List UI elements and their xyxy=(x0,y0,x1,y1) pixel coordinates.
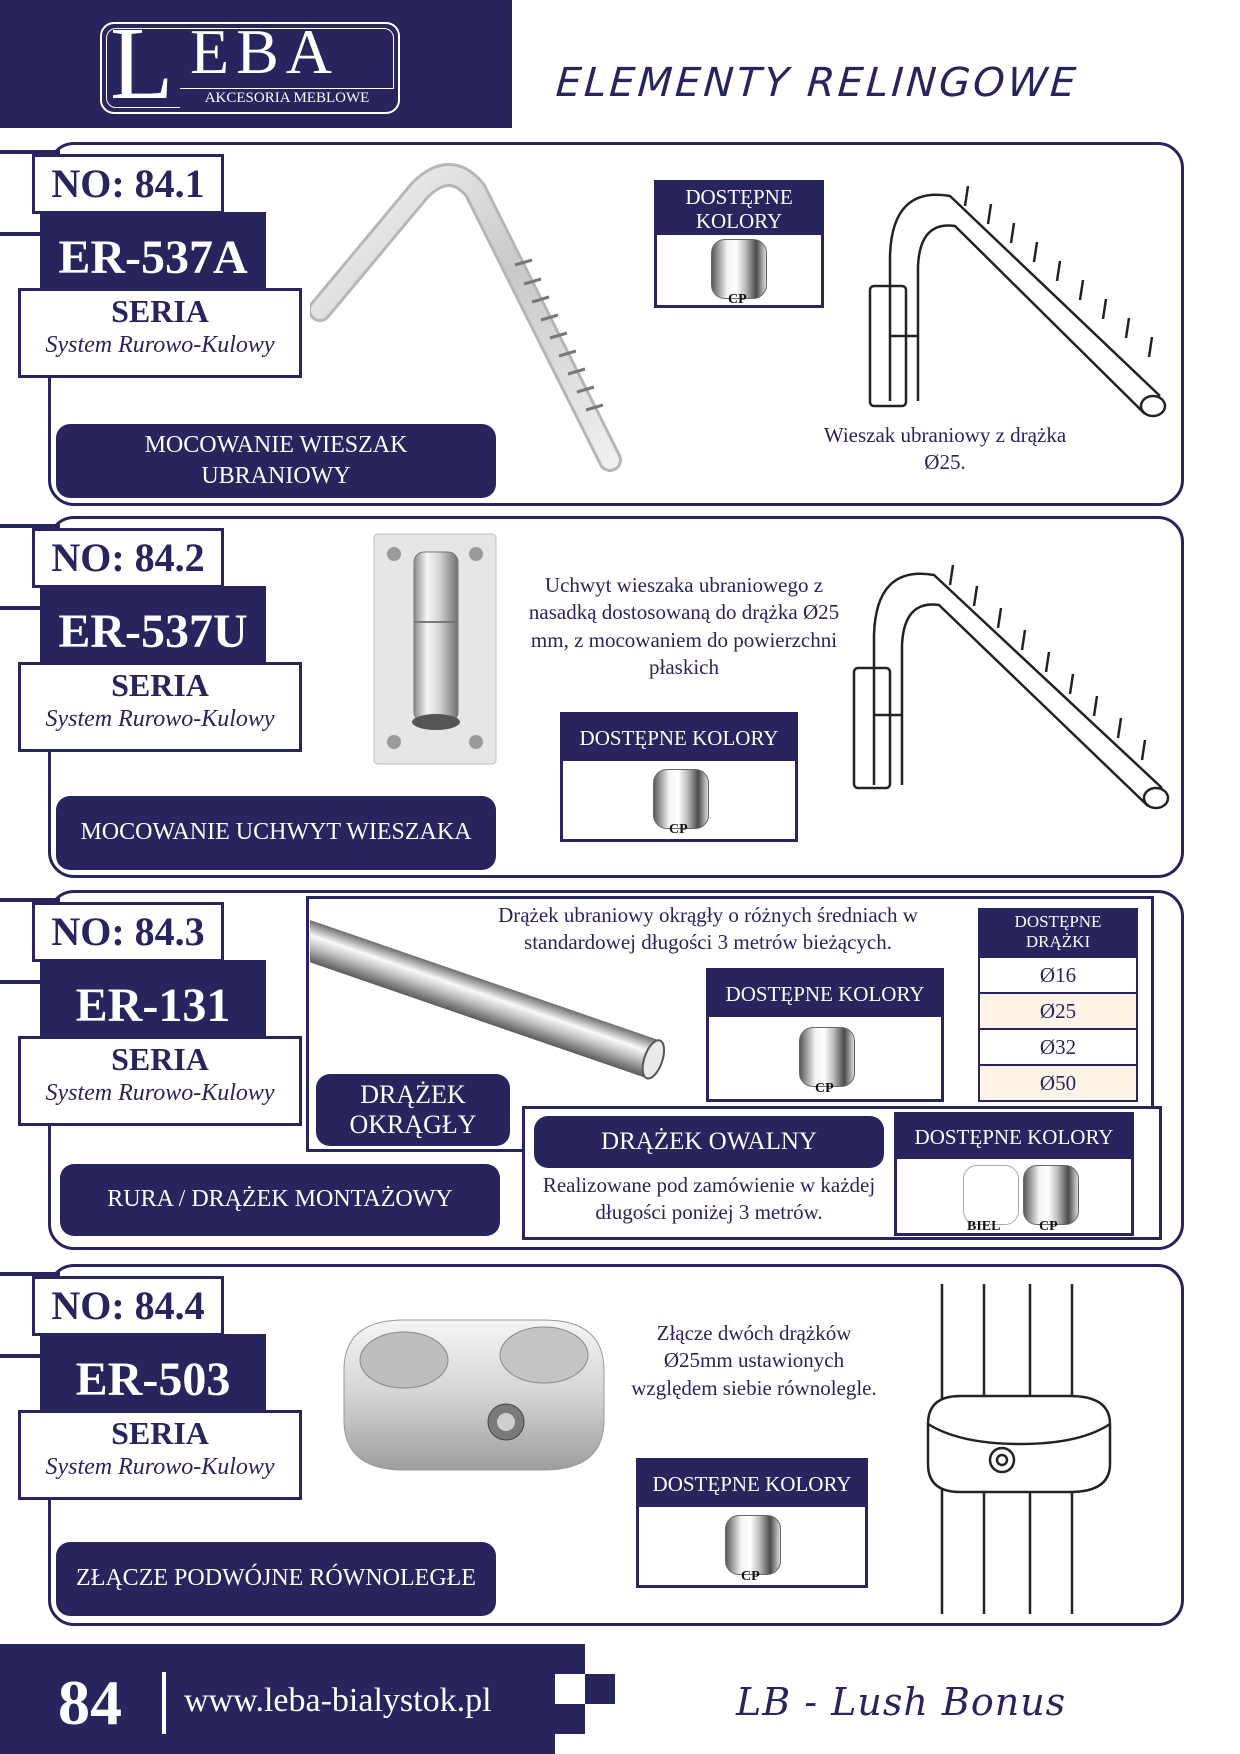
product-code: ER-503 xyxy=(40,1334,266,1426)
series-name: System Rurowo-Kulowy xyxy=(45,706,275,732)
product-description: Uchwyt wieszaka ubraniowego z nasadką dostosowaną do drążka Ø25 mm, z mocowaniem do powierzchni płaskich xyxy=(528,573,840,679)
series-label: SERIA xyxy=(111,1415,209,1451)
series-label: SERIA xyxy=(111,293,209,329)
series-label: SERIA xyxy=(111,1041,209,1077)
swatch-label: CP xyxy=(669,822,688,837)
category-label: MOCOWANIE WIESZAK UBRANIOWY xyxy=(56,424,496,498)
oval-rod-label: DRĄŻEK OWALNY xyxy=(534,1116,884,1168)
logo-text: EBA xyxy=(190,16,339,87)
product-description: Wieszak ubraniowy z drążka Ø25. xyxy=(823,423,1067,475)
code-accent-line xyxy=(0,1354,42,1358)
category-label: MOCOWANIE UCHWYT WIESZAKA xyxy=(56,796,496,870)
series-name: System Rurowo-Kulowy xyxy=(45,1080,275,1106)
available-colors-box xyxy=(636,1458,868,1588)
page-title: ELEMENTY RELINGOWE xyxy=(554,60,1081,106)
product-code: ER-131 xyxy=(40,960,266,1052)
decor-square xyxy=(585,1674,615,1704)
logo-initial: L xyxy=(110,6,174,121)
hanger-bracket-photo xyxy=(310,160,670,490)
size-cell: Ø50 xyxy=(979,1065,1137,1101)
product-number: NO: 84.1 xyxy=(32,154,224,214)
swatch-label: CP xyxy=(741,1569,760,1584)
brand-tagline: LB - Lush Bonus xyxy=(736,1680,1067,1724)
series-box xyxy=(18,1036,302,1126)
chrome-swatch xyxy=(653,769,709,829)
size-cell: Ø25 xyxy=(979,993,1137,1029)
code-accent-line xyxy=(0,980,42,984)
product-number: NO: 84.4 xyxy=(32,1276,224,1336)
available-colors-box xyxy=(654,180,824,308)
product-code: ER-537U xyxy=(40,586,266,678)
available-colors-title: DOSTĘPNE KOLORY xyxy=(639,1461,865,1507)
available-colors-box xyxy=(894,1112,1134,1236)
decor-square xyxy=(555,1704,585,1734)
connector-drawing xyxy=(920,1284,1120,1614)
decor-square xyxy=(436,82,462,108)
category-label: ZŁĄCZE PODWÓJNE RÓWNOLEGŁE xyxy=(56,1542,496,1616)
available-colors-box xyxy=(560,712,798,842)
decor-square xyxy=(555,1644,585,1674)
white-swatch xyxy=(963,1165,1019,1225)
decor-square xyxy=(462,56,488,82)
available-colors-title: DOSTĘPNE KOLORY xyxy=(897,1115,1131,1159)
code-accent-line xyxy=(0,606,42,610)
size-cell: Ø16 xyxy=(979,957,1137,993)
round-rod-label: DRĄŻEK OKRĄGŁY xyxy=(316,1074,510,1146)
size-cell: Ø32 xyxy=(979,1029,1137,1065)
available-colors-title: DOSTĘPNE KOLORY xyxy=(709,971,941,1017)
swatch-label: BIEL xyxy=(967,1219,1001,1234)
round-rod-description: Drążek ubraniowy okrągły o różnych średniach w standardowej długości 3 metrów bieżących. xyxy=(498,903,918,955)
hanger-rail-drawing xyxy=(840,550,1180,810)
chrome-swatch xyxy=(1023,1165,1079,1225)
category-label: RURA / DRĄŻEK MONTAŻOWY xyxy=(60,1164,500,1236)
available-colors-title: DOSTĘPNE KOLORY xyxy=(563,715,795,761)
available-colors-box xyxy=(706,968,944,1102)
page-number: 84 xyxy=(58,1667,122,1738)
series-name: System Rurowo-Kulowy xyxy=(45,1454,275,1480)
swatch-label: CP xyxy=(728,292,747,307)
chrome-swatch xyxy=(711,239,767,299)
oval-rod-description: Realizowane pod zamówienie w każdej długości poniżej 3 metrów. xyxy=(542,1173,876,1225)
series-box xyxy=(18,1410,302,1500)
website-link[interactable]: www.leba-bialystok.pl xyxy=(184,1682,492,1719)
hanger-rail-drawing xyxy=(840,176,1180,426)
double-connector-photo xyxy=(334,1300,614,1480)
available-sizes-table xyxy=(978,908,1138,1102)
swatch-label: CP xyxy=(815,1081,834,1096)
available-colors-title: DOSTĘPNE KOLORY xyxy=(657,183,821,235)
wall-mount-photo xyxy=(372,532,502,768)
logo-subtitle: AKCESORIA MEBLOWE xyxy=(180,88,394,108)
available-sizes-title: DOSTĘPNE DRĄŻKI xyxy=(978,908,1138,956)
series-label: SERIA xyxy=(111,667,209,703)
footer-divider xyxy=(162,1672,166,1734)
chrome-swatch xyxy=(725,1515,781,1575)
chrome-swatch xyxy=(799,1027,855,1087)
series-box xyxy=(18,662,302,752)
product-number: NO: 84.3 xyxy=(32,902,224,962)
product-number: NO: 84.2 xyxy=(32,528,224,588)
swatch-label: CP xyxy=(1039,1219,1058,1234)
decor-square xyxy=(462,108,488,128)
series-box xyxy=(18,288,302,378)
code-accent-line xyxy=(0,232,42,236)
series-name: System Rurowo-Kulowy xyxy=(45,332,275,358)
product-code: ER-537A xyxy=(40,212,266,304)
product-description: Złącze dwóch drążków Ø25mm ustawionych względem siebie równolegle. xyxy=(631,1321,877,1400)
